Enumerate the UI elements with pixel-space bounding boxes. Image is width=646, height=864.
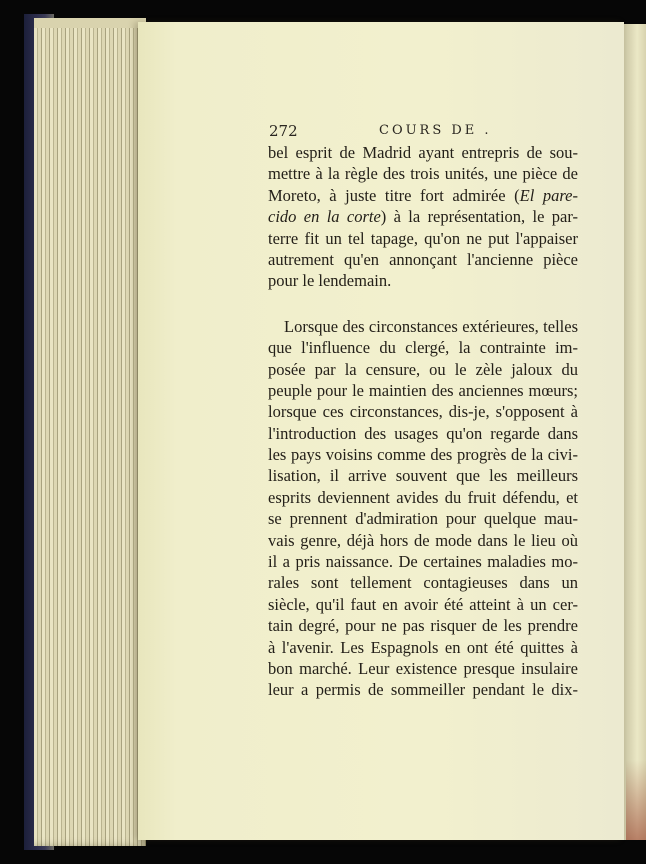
text-line: peuple pour le maintien des anciennes mœurs; xyxy=(268,380,578,400)
text-line: Lorsque des circonstances extérieures, telles xyxy=(284,316,578,336)
italic-title: cido en la corte xyxy=(268,207,381,227)
text-line: les pays voisins comme des progrès de la civi- xyxy=(268,445,578,465)
text-line: leur a permis de sommeiller pendant le dix- xyxy=(268,680,578,700)
text-line: terre fit un tel tapage, qu'on ne put l'appaiser xyxy=(268,228,578,248)
paragraph-2 xyxy=(268,316,578,701)
page-edges-left xyxy=(34,18,146,846)
body-text xyxy=(268,142,578,701)
text-line: autrement qu'en annonçant l'ancienne pièce xyxy=(268,249,578,269)
text-line: posée par la censure, ou le zèle jaloux du xyxy=(268,359,578,379)
page-number: 272 xyxy=(269,122,298,140)
text-line: lisation, il arrive souvent que les meilleurs xyxy=(268,466,578,486)
text-line: mettre à la règle des trois unités, une pièce de xyxy=(268,164,578,184)
text-line: se prennent d'admiration pour quelque mau- xyxy=(268,509,578,529)
text-line: rales sont tellement contagieuses dans un xyxy=(268,573,578,593)
paragraph-1 xyxy=(268,142,578,292)
running-head xyxy=(269,122,589,142)
italic-title: El pare- xyxy=(519,185,578,205)
text-line: pour le lendemain. xyxy=(268,271,392,291)
page-edges-top xyxy=(34,18,146,28)
text-line: esprits deviennent avides du fruit défendu, et xyxy=(268,487,578,507)
text-line: bel esprit de Madrid ayant entrepris de sou- xyxy=(268,143,578,162)
binding-edge-stain xyxy=(626,760,646,840)
text-line: à l'avenir. Les Espagnols en ont été quittes à xyxy=(268,637,578,657)
text-line: cido en la corte) à la représentation, le par- xyxy=(268,207,578,227)
text-line: vais genre, déjà hors de mode dans le lieu où xyxy=(268,530,578,550)
text-line: que l'influence du clergé, la contrainte im- xyxy=(268,338,578,358)
text-line: l'introduction des usages qu'on regarde dans xyxy=(268,423,578,443)
text-line: siècle, qu'il faut en avoir été atteint à un cer- xyxy=(268,594,578,614)
running-title: COURS DE . xyxy=(379,123,492,138)
text-line: tain degré, pour ne pas risquer de les prendre xyxy=(268,616,578,636)
text-line: bon marché. Leur existence presque insulaire xyxy=(268,658,578,678)
text-line: Moreto, à juste titre fort admirée (El pare- xyxy=(268,185,578,205)
text-line: lorsque ces circonstances, dis-je, s'opposent à xyxy=(268,402,578,422)
facing-page-edge xyxy=(624,24,646,840)
text-line: il a pris naissance. De certaines maladies mo- xyxy=(268,552,578,572)
